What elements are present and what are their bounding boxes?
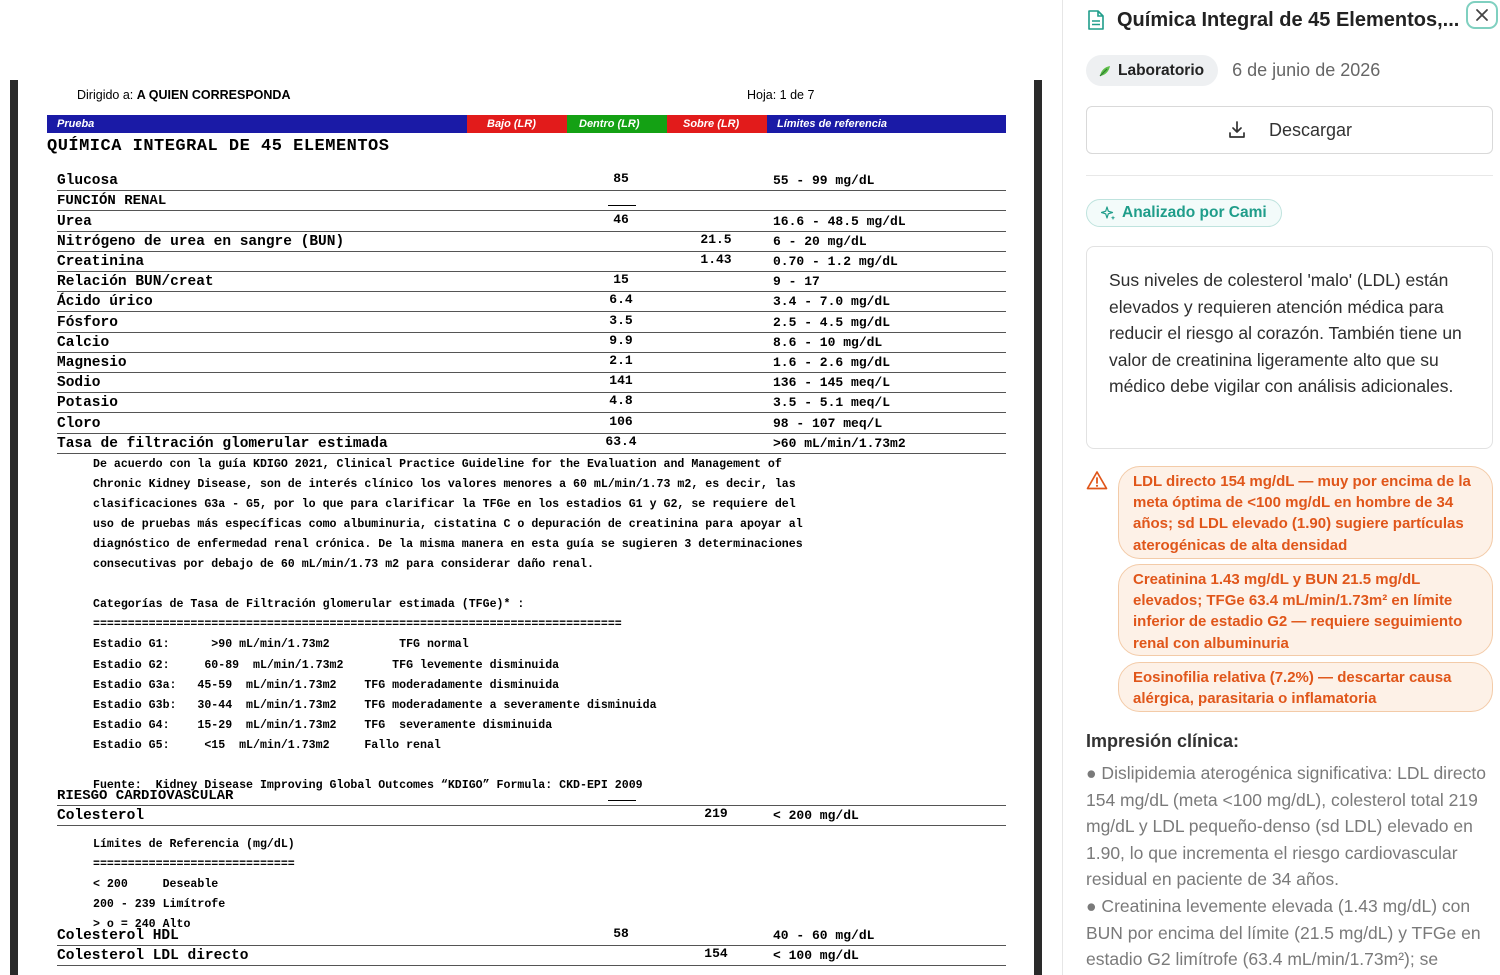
note-line: < 200 Deseable <box>93 878 219 892</box>
note-line: Estadio G2: 60-89 mL/min/1.73m2 TFG levemente disminuida <box>93 658 560 672</box>
reference-range: 136 - 145 meq/L <box>773 375 891 391</box>
reference-range: 1.6 - 2.6 mg/dL <box>773 354 891 370</box>
page-edge-left <box>10 80 18 975</box>
test-name: Sodio <box>57 375 101 392</box>
table-row <box>57 232 1006 252</box>
value-dentro: 3.5 <box>609 312 633 328</box>
panel-title: Química Integral de 45 Elementos,... <box>1117 8 1460 31</box>
meta-row <box>1086 55 1380 86</box>
category-label: Laboratorio <box>1118 61 1205 79</box>
test-name: Calcio <box>57 334 110 351</box>
reference-range: 98 - 107 meq/L <box>773 415 883 431</box>
close-button[interactable] <box>1466 1 1498 29</box>
test-name: Relación BUN/creat <box>57 274 214 291</box>
note-line: ============================================================================ <box>93 618 622 632</box>
col-dentro: Dentro (LR) <box>567 115 667 133</box>
reference-range: 8.6 - 10 mg/dL <box>773 334 883 350</box>
test-name: Potasio <box>57 395 118 412</box>
reference-range: < 200 mg/dL <box>773 808 859 824</box>
warning-icon <box>1086 470 1108 490</box>
note-line: uso de pruebas más específicas como albuminuria, cistatina C o depuración de creatinina para apoyar al <box>93 518 803 532</box>
divider <box>1086 175 1493 176</box>
reference-range: >60 mL/min/1.73m2 <box>773 435 906 451</box>
reference-range: 40 - 60 mg/dL <box>773 928 875 944</box>
reference-range: 6 - 20 mg/dL <box>773 233 867 249</box>
test-name: Creatinina <box>57 253 145 270</box>
note-line: clasificaciones G3a - G5, por lo que para clarificar la TFGe en los estadios G1 y G2, se requiere del <box>93 498 796 512</box>
note-line: Chronic Kidney Disease, son de interés clínico los valores menores a 60 mL/min/1.73 m2, es decir, las <box>93 478 796 492</box>
panel-header <box>1087 6 1487 34</box>
section-row <box>57 191 1006 211</box>
test-name: Fósforo <box>57 314 118 331</box>
report-title: QUÍMICA INTEGRAL DE 45 ELEMENTOS <box>47 137 390 156</box>
test-name: Glucosa <box>57 173 118 190</box>
table-row <box>57 434 1006 454</box>
leaf-icon <box>1098 64 1112 78</box>
document-icon <box>1087 10 1105 30</box>
value-dentro: 46 <box>613 211 629 227</box>
note-line: Límites de Referencia (mg/dL) <box>93 838 295 851</box>
table-row <box>57 211 1006 231</box>
section-row-cardio <box>57 786 1006 806</box>
test-name: Magnesio <box>57 354 127 371</box>
value-dentro: 6.4 <box>609 292 633 308</box>
reference-range: < 100 mg/dL <box>773 948 859 964</box>
lab-report-page <box>18 80 1034 975</box>
note-line: Estadio G3a: 45-59 mL/min/1.73m2 TFG moderadamente disminuida <box>93 678 560 692</box>
alert-item: LDL directo 154 mg/dL — muy por encima de la meta óptima de <100 mg/dL en hombre de 34 años; sd LDL elevado (1.90) sugiere partículas aterogénicas de alta densidad <box>1118 466 1493 559</box>
table-row <box>57 393 1006 413</box>
table-row <box>57 333 1006 353</box>
reference-range: 3.5 - 5.1 meq/L <box>773 395 891 411</box>
analyzed-by-badge <box>1086 199 1282 227</box>
test-name: Colesterol <box>57 808 145 825</box>
alert-item: Eosinofilia relativa (7.2%) — descartar causa alérgica, parasitaria o inflamatoria <box>1118 662 1493 712</box>
note-line: Categorías de Tasa de Filtración glomerular estimada (TFGe)* : <box>93 598 525 612</box>
test-name: Colesterol HDL <box>57 928 179 945</box>
note-line: Estadio G5: <15 mL/min/1.73m2 Fallo renal <box>93 738 441 752</box>
summary-text: Sus niveles de colesterol 'malo' (LDL) están elevados y requieren atención médica para reducir el riesgo al corazón. También tiene un valor de creatinina ligeramente alto que su médico debe vigilar con análisis adicionales. <box>1109 270 1462 397</box>
value-dentro: 85 <box>613 171 629 187</box>
reference-range: 0.70 - 1.2 mg/dL <box>773 253 898 269</box>
value-sobre: 219 <box>704 806 728 822</box>
table-row <box>57 272 1006 292</box>
test-name: Nitrógeno de urea en sangre (BUN) <box>57 233 345 250</box>
table-row <box>57 171 1006 191</box>
clinical-impression-text <box>1086 760 1498 973</box>
table-row <box>57 413 1006 433</box>
value-dentro: 63.4 <box>605 433 637 449</box>
test-name: Cloro <box>57 415 101 432</box>
test-name: Ácido úrico <box>57 294 153 311</box>
value-dentro: 2.1 <box>609 352 633 368</box>
section-title: RIESGO CARDIOVASCULAR <box>57 788 234 805</box>
value-dentro: 58 <box>613 926 629 942</box>
note-line: Estadio G1: >90 mL/min/1.73m2 TFG normal <box>93 638 469 652</box>
download-button[interactable] <box>1086 106 1493 154</box>
reference-range: 16.6 - 48.5 mg/dL <box>773 213 906 229</box>
test-name: Colesterol LDL directo <box>57 948 249 965</box>
note-line: Estadio G4: 15-29 mL/min/1.73m2 TFG severamente disminuida <box>93 718 553 732</box>
test-name: Tasa de filtración glomerular estimada <box>57 435 388 452</box>
clinical-impression-title: Impresión clínica: <box>1086 731 1240 751</box>
section-title: FUNCIÓN RENAL <box>57 193 167 210</box>
addressed-name: A QUIEN CORRESPONDA <box>136 88 291 102</box>
table-row-ldl <box>57 946 1006 966</box>
table-row <box>57 353 1006 373</box>
table-row <box>57 292 1006 312</box>
addressed-label: Dirigido a: <box>77 88 134 102</box>
page-edge-right <box>1034 80 1042 975</box>
col-bajo: Bajo (LR) <box>467 115 567 133</box>
document-date: 6 de junio de 2026 <box>1232 60 1381 80</box>
value-sobre: 154 <box>704 946 728 962</box>
impression-item: ● Creatinina levemente elevada (1.43 mg/dL) con BUN por encima del límite (21.5 mg/dL) y TFGe en estadio G2 limítrofe (63.4 mL/min/1.73m²); se <box>1086 895 1481 970</box>
table-row <box>57 373 1006 393</box>
value-sobre: 1.43 <box>700 251 732 267</box>
test-name: Urea <box>57 213 92 230</box>
note-line: De acuerdo con la guía KDIGO 2021, Clinical Practice Guideline for the Evaluation and Management of <box>93 458 782 471</box>
section-marker <box>608 205 636 206</box>
value-sobre: 21.5 <box>700 231 732 247</box>
value-dentro: 9.9 <box>609 332 633 348</box>
note-line: 200 - 239 Limítrofe <box>93 898 226 912</box>
reference-range: 9 - 17 <box>773 274 820 290</box>
note-line: diagnóstico de enfermedad renal crónica. De la misma manera en esta guía se sugieren 3 determinaciones <box>93 538 803 552</box>
table-row <box>57 252 1006 272</box>
value-dentro: 106 <box>609 413 633 429</box>
col-prueba: Prueba <box>47 115 467 133</box>
value-dentro: 141 <box>609 373 633 389</box>
value-dentro: 4.8 <box>609 393 633 409</box>
close-icon <box>1475 8 1489 22</box>
section-marker <box>608 800 636 801</box>
reference-range: 3.4 - 7.0 mg/dL <box>773 294 891 310</box>
note-line: > o = 240 Alto <box>93 918 191 932</box>
note-line: Estadio G3b: 30-44 mL/min/1.73m2 TFG moderadamente a severamente disminuida <box>93 698 657 712</box>
sparkle-icon <box>1101 206 1116 221</box>
document-details-panel <box>1062 0 1500 975</box>
alert-item: Creatinina 1.43 mg/dL y BUN 21.5 mg/dL elevados; TFGe 63.4 mL/min/1.73m² en límite inferior de estadio G2 — requiere seguimiento renal con albuminuria <box>1118 564 1493 656</box>
value-dentro: 15 <box>613 272 629 288</box>
ai-summary-card <box>1086 246 1493 449</box>
reference-range: 55 - 99 mg/dL <box>773 173 875 189</box>
col-limites: Límites de referencia <box>767 115 1006 133</box>
page-indicator: Hoja: 1 de 7 <box>747 88 815 102</box>
analyzed-label: Analizado por Cami <box>1122 204 1267 221</box>
table-row <box>57 312 1006 332</box>
note-line: consecutivas por debajo de 60 mL/min/1.73 m2 para considerar daño renal. <box>93 558 594 572</box>
note-line: ============================= <box>93 858 295 872</box>
addressed-to <box>77 88 290 102</box>
reference-range: 2.5 - 4.5 mg/dL <box>773 314 891 330</box>
impression-item: ● Dislipidemia aterogénica significativa: LDL directo 154 mg/dL (meta <100 mg/dL), colesterol total 219 mg/dL y LDL pequeño-denso (sd LDL) elevado en 1.90, lo que incrementa el riesgo cardiovascular residual en paciente de 34 años. <box>1086 763 1486 890</box>
table-row-colesterol <box>57 806 1006 826</box>
note-line: Fuente: Kidney Disease Improving Global Outcomes “KDIGO” Formula: CKD-EPI 2009 <box>93 778 643 792</box>
table-row-hdl <box>57 926 1006 946</box>
download-icon <box>1227 120 1247 140</box>
category-chip[interactable] <box>1086 55 1218 86</box>
column-header-bar <box>47 115 1006 133</box>
col-sobre: Sobre (LR) <box>667 115 767 133</box>
download-label: Descargar <box>1268 119 1353 140</box>
